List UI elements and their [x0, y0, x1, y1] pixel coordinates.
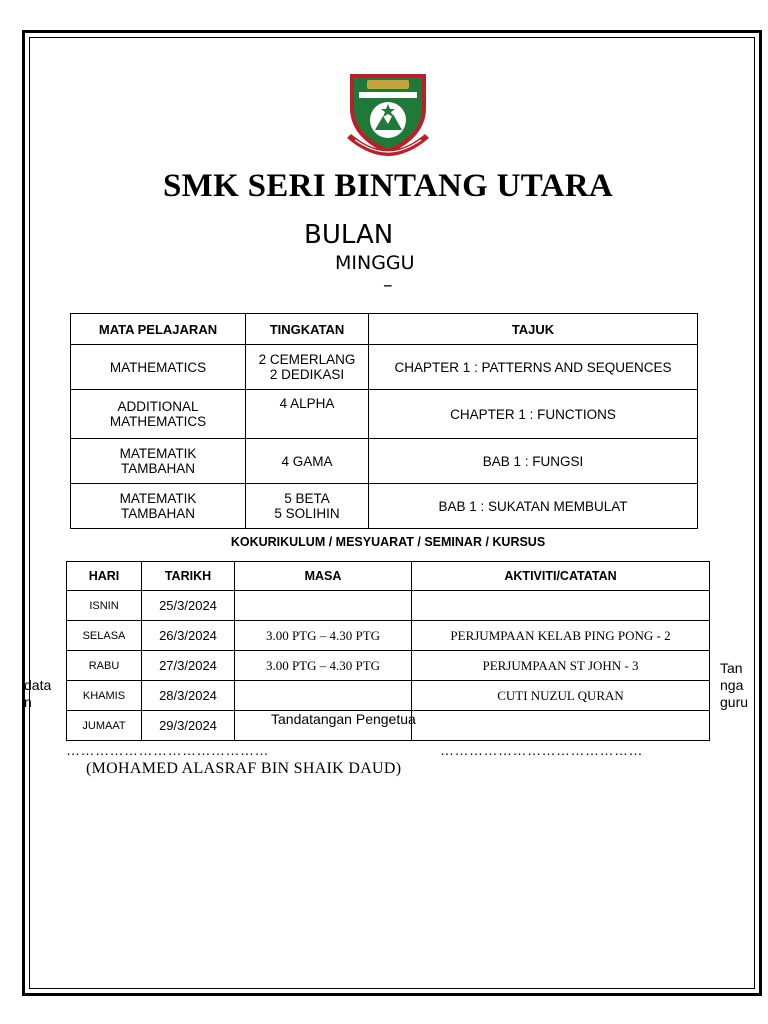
clipped-left-text: [24, 677, 51, 711]
topic-cell: BAB 1 : SUKATAN MEMBULAT: [369, 484, 698, 529]
day-cell: ISNIN: [67, 591, 142, 621]
signature-line-right: ……………………………………: [440, 742, 643, 758]
clipped-text-line: n: [24, 694, 32, 710]
column-header: AKTIVITI/CATATAN: [412, 562, 710, 591]
month-label: BULAN: [304, 220, 394, 250]
topic-cell: CHAPTER 1 : FUNCTIONS: [369, 390, 698, 439]
table-header-row: [71, 314, 698, 345]
activity-cell: PERJUMPAAN ST JOHN - 3: [412, 651, 710, 681]
date-cell: 25/3/2024: [142, 591, 235, 621]
week-label: MINGGU: [335, 252, 415, 274]
clipped-right-text: [720, 660, 748, 711]
school-name: SMK SERI BINTANG UTARA: [162, 168, 614, 204]
day-cell: RABU: [67, 651, 142, 681]
activity-cell: PERJUMPAAN KELAB PING PONG - 2: [412, 621, 710, 651]
school-crest-icon: [345, 68, 431, 158]
activity-cell: CUTI NUZUL QURAN: [412, 681, 710, 711]
topic-cell: CHAPTER 1 : PATTERNS AND SEQUENCES: [369, 345, 698, 390]
time-cell: [235, 591, 412, 621]
table-row: [71, 345, 698, 390]
subject-cell: MATEMATIK TAMBAHAN: [71, 439, 246, 484]
table-row: [71, 484, 698, 529]
clipped-text-line: nga: [720, 677, 744, 693]
clipped-text-line: data: [24, 677, 52, 693]
time-cell: 3.00 PTG – 4.30 PTG: [235, 621, 412, 651]
principal-signature-label: Tandatangan Pengetua: [271, 711, 416, 727]
subject-cell: MATHEMATICS: [71, 345, 246, 390]
table-row: [71, 390, 698, 439]
day-cell: KHAMIS: [67, 681, 142, 711]
level-cell: 4 GAMA: [246, 439, 369, 484]
clipped-text-line: Tan: [720, 660, 743, 676]
topic-cell: BAB 1 : FUNGSI: [369, 439, 698, 484]
day-cell: JUMAAT: [67, 711, 142, 741]
column-header: TINGKATAN: [246, 314, 369, 345]
time-cell: 3.00 PTG – 4.30 PTG: [235, 651, 412, 681]
date-cell: 28/3/2024: [142, 681, 235, 711]
subject-cell: ADDITIONAL MATHEMATICS: [71, 390, 246, 439]
signature-line-left: ……………………………………: [66, 742, 269, 758]
date-cell: 29/3/2024: [142, 711, 235, 741]
time-cell: [235, 681, 412, 711]
date-cell: 26/3/2024: [142, 621, 235, 651]
clipped-text-line: guru: [720, 694, 749, 710]
level-cell: 5 BETA 5 SOLIHIN: [246, 484, 369, 529]
table-row: [67, 651, 710, 681]
column-header: TARIKH: [142, 562, 235, 591]
week-dash: –: [383, 274, 393, 296]
subjects-table: [70, 313, 698, 529]
activity-cell: [412, 591, 710, 621]
column-header: TAJUK: [369, 314, 698, 345]
column-header: MATA PELAJARAN: [71, 314, 246, 345]
subject-cell: MATEMATIK TAMBAHAN: [71, 484, 246, 529]
table-header-row: [67, 562, 710, 591]
table-row: [71, 439, 698, 484]
level-cell: 2 CEMERLANG 2 DEDIKASI: [246, 345, 369, 390]
activity-cell: [412, 711, 710, 741]
day-cell: SELASA: [67, 621, 142, 651]
column-header: HARI: [67, 562, 142, 591]
signer-name: (MOHAMED ALASRAF BIN SHAIK DAUD): [86, 760, 402, 777]
kokurikulum-title: KOKURIKULUM / MESYUARAT / SEMINAR / KURSUS: [230, 535, 546, 549]
date-cell: 27/3/2024: [142, 651, 235, 681]
table-row: [67, 681, 710, 711]
table-row: [67, 621, 710, 651]
level-cell: 4 ALPHA: [246, 390, 369, 439]
table-row: [67, 591, 710, 621]
column-header: MASA: [235, 562, 412, 591]
